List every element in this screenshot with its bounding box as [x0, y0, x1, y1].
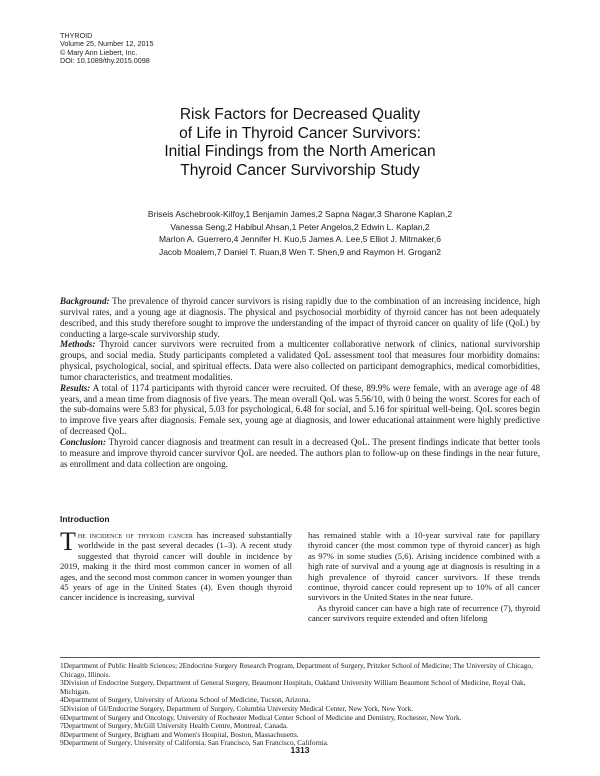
intro-left-text: has increased substantially worldwide in the past several decades (1–3). A recent study suggested that thyroid cancer will double in incidence by 2019, making it the third most common cancer in women of all ages, and the second most common cancer in women younger than 45 years of age in the United States (4). Even though thyroid cancer incidence is increasing, survival	[60, 530, 292, 603]
affiliation-item: 8Department of Surgery, Brigham and Women's Hospital, Boston, Massachusetts.	[60, 729, 299, 739]
body-column-left	[60, 527, 292, 603]
abstract-background	[60, 296, 540, 339]
journal-volume: Volume 25, Number 12, 2015	[60, 39, 154, 49]
conclusion-label: Conclusion:	[60, 436, 106, 447]
intro-paragraph-continued: has remained stable with a 10-year survival rate for papillary thyroid cancer (the most common type of thyroid cancer) as high as 97% in some studies (5,6). Arising incidence combined with a high rate of survival and a young age at diagnosis is resulting in a high prevalence of thyroid cancer survivors. If these trends continue, thyroid cancer could represent up to 10% of all cancer survivors in the United States in the near future.	[308, 530, 540, 603]
affiliation-item: 1Department of Public Health Sciences; 2Endocrine Surgery Research Program, Department of Surgery, Pritzker School of Medicine; The University of Chicago, Chicago, Illinois.	[60, 661, 533, 679]
affiliations	[60, 662, 540, 748]
conclusion-text: Thyroid cancer diagnosis and treatment can result in a decreased QoL. The present findings indicate that better tools to measure and improve thyroid cancer survivor QoL are needed. The authors plan to follow-up on these findings in the near future, as enrollment and data collection are ongoing.	[60, 436, 540, 469]
results-label: Results:	[60, 382, 91, 393]
journal-header	[60, 32, 154, 66]
author-line: Marlon A. Guerrero,4 Jennifer H. Kuo,5 James A. Lee,5 Elliot J. Mitmaker,6	[158, 234, 442, 244]
article-title	[60, 106, 540, 180]
journal-copyright: © Mary Ann Liebert, Inc.	[60, 47, 138, 57]
journal-doi: DOI: 10.1089/thy.2015.0098	[60, 56, 150, 66]
body-column-right	[308, 530, 540, 624]
introduction-heading: Introduction	[60, 514, 110, 524]
background-label: Background:	[60, 296, 110, 306]
affiliation-item: 6Department of Surgery and Oncology, University of Rochester Medical Center School of Medicine and Dentistry, Rochester, New York.	[60, 712, 462, 722]
results-text: A total of 1174 participants with thyroid cancer were recruited. Of these, 89.9% were female, with an average age of 48 years, and a mean time from diagnosis of five years. The mean overall QoL was 5.56/10, with 0 being the worst. Scores for each of the sub-domains were 5.83 for physical, 5.03 for psychological, 6.48 for social, and 5.16 for spiritual well-being. QoL scores begin to improve five years after diagnosis. Female sex, young age at diagnosis, and lower educational attainment were highly predictive of decreased QoL.	[60, 382, 540, 437]
abstract	[60, 296, 540, 470]
title-line: Thyroid Cancer Survivorship Study	[180, 161, 420, 179]
intro-lead-smallcaps: he incidence of thyroid cancer	[77, 530, 193, 540]
methods-label: Methods:	[60, 339, 96, 350]
abstract-conclusion	[60, 437, 540, 470]
drop-cap: T	[60, 527, 76, 556]
affiliation-item: 7Department of Surgery, McGill University Health Centre, Montreal, Canada.	[60, 721, 288, 731]
journal-name: THYROID	[60, 31, 93, 40]
footnote-divider	[60, 657, 540, 658]
author-line: Jacob Moalem,7 Daniel T. Ruan,8 Wen T. Shen,9 and Raymon H. Grogan2	[158, 246, 442, 257]
affiliation-item: 5Division of GI/Endocrine Surgery, Department of Surgery, Columbia University Medical Center, New York, New York.	[60, 703, 413, 713]
affiliation-item: 9Department of Surgery, University of California, San Francisco, San Francisco, California.	[60, 738, 329, 748]
author-list	[60, 208, 540, 258]
intro-paragraph-1	[60, 527, 292, 603]
methods-text: Thyroid cancer survivors were recruited from a multicenter collaborative network of clinics, national survivorship groups, and social media. Study participants completed a validated QoL assessment tool that measures four morbidity domains: physical, psychological, social, and spiritual effects. Data were also collected on participant demographics, medical comorbidities, tumor characteristics, and treatment modalities.	[60, 339, 540, 382]
title-line: of Life in Thyroid Cancer Survivors:	[179, 124, 421, 142]
page-number: 1313	[290, 745, 310, 755]
title-line: Risk Factors for Decreased Quality	[179, 106, 421, 123]
author-line: Briseis Aschebrook-Kilfoy,1 Benjamin James,2 Sapna Nagar,3 Sharone Kaplan,2	[147, 209, 453, 219]
title-line: Initial Findings from the North American	[164, 143, 436, 160]
background-text: The prevalence of thyroid cancer survivors is rising rapidly due to the combination of an increasing incidence, high survival rates, and a young age at diagnosis. The physical and psychosocial morbidity of thyroid cancer has not been adequately described, and this study therefore sought to improve the understanding of the impact of thyroid cancer on quality of life (QoL) by conducting a large-scale survivorship study.	[60, 296, 540, 339]
abstract-methods	[60, 339, 540, 382]
abstract-results	[60, 383, 540, 437]
affiliation-item: 4Department of Surgery, University of Arizona School of Medicine, Tucson, Arizona.	[60, 695, 311, 705]
affiliation-item: 3Division of Endocrine Surgery, Department of General Surgery, Beaumont Hospitals, Oakland University William Beaumont School of Medicine, Royal Oak, Michigan.	[60, 678, 526, 696]
author-line: Vanessa Seng,2 Habibul Ahsan,1 Peter Angelos,2 Edwin L. Kaplan,2	[170, 221, 430, 232]
intro-paragraph-2: As thyroid cancer can have a high rate of recurrence (7), thyroid cancer survivors require extended and often lifelong	[308, 602, 540, 624]
